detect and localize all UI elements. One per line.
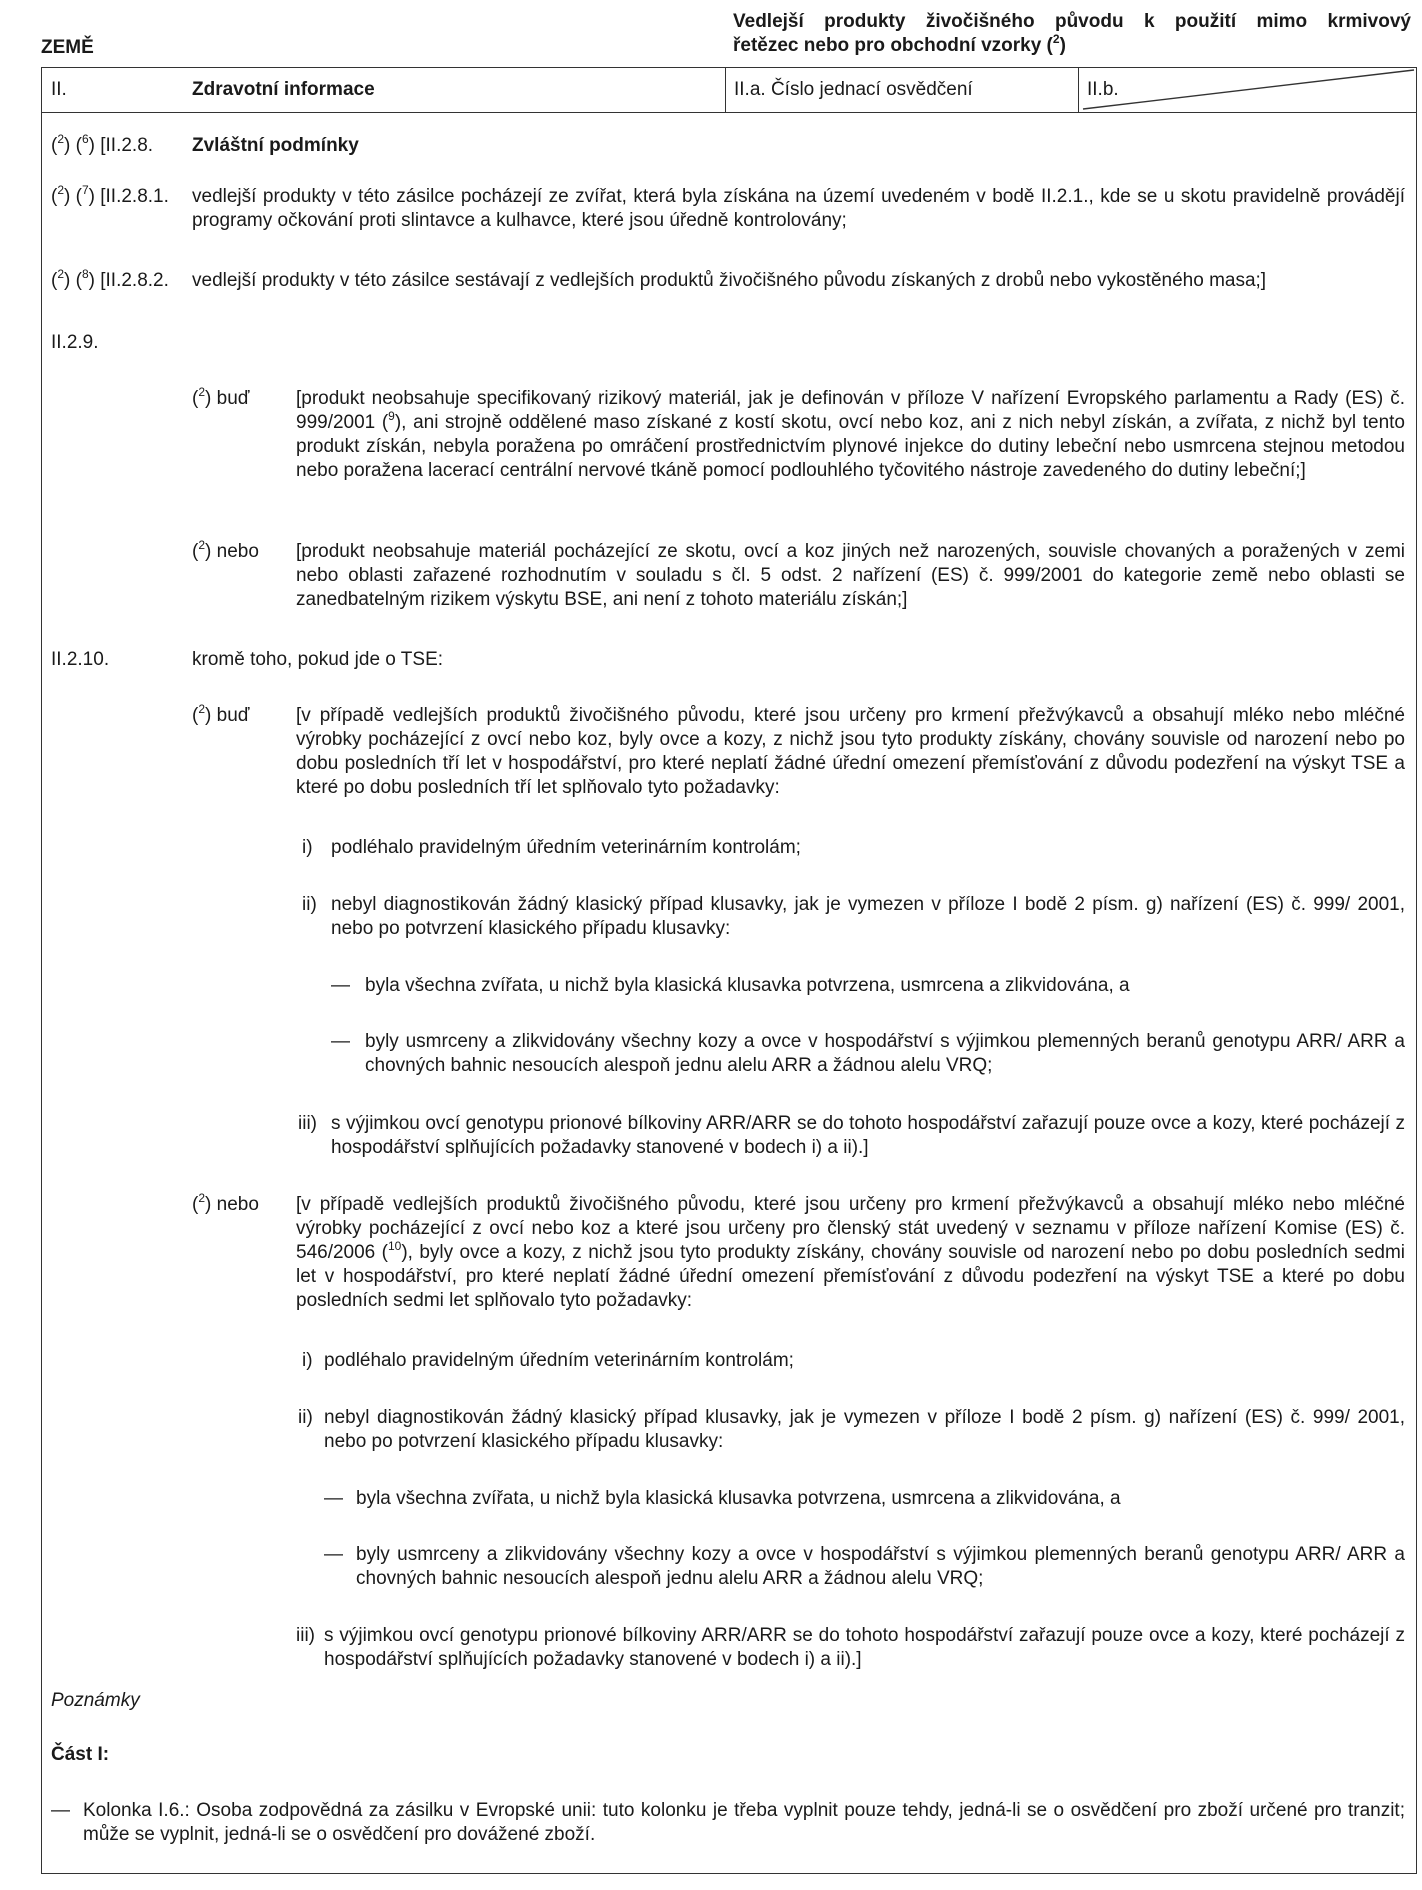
section-2210-option-or: ($^2$) nebo xyxy=(192,1190,259,1215)
section-228-title: Zvláštní podmínky xyxy=(192,135,359,156)
section-229-option-either: ($^2$) buď xyxy=(192,384,250,409)
or-dash-2: — xyxy=(324,1544,343,1565)
section-2282-prefix: ($^2$) ($^8$) [II.2.8.2. xyxy=(51,266,169,291)
notes-dash: — xyxy=(51,1800,70,1821)
notes-title: Poznámky xyxy=(51,1690,140,1711)
notes-item-box-i6: Kolonka I.6.: Osoba zodpovědná za zásilku v Evropské unii: tuto kolonku je třeba vyplnit pouze tehdy, jedná-li se o osvědčení pro zboží určené pro tranzit; může se vyplnit, jedná-li se o osvědčení pro dovážené zboží. xyxy=(83,1800,1405,1845)
either-item-i-num: i) xyxy=(302,837,313,858)
title-footnote: 2 xyxy=(1052,31,1060,46)
section-2281-prefix: ($^2$) ($^7$) [II.2.8.1. xyxy=(51,182,169,207)
section-229-or-text: [produkt neobsahuje materiál pocházející ze skotu, ovcí a koz jiných než narozených, souvisle chovaných a poražených v zemi nebo oblasti zařazené rozhodnutím v souladu s čl. 5 odst. 2 nařízení (ES) č. 999/2001 do kategorie země nebo oblasti se zanedbatelným rizikem výskytu BSE, ani není z tohoto materiálu získán;] xyxy=(296,541,1405,610)
section-229-number: II.2.9. xyxy=(51,332,99,353)
certificate-ref-label: II.a. Číslo jednací osvědčení xyxy=(734,79,973,100)
header-col-divider-1 xyxy=(725,67,726,112)
section-2210-intro: kromě toho, pokud jde o TSE: xyxy=(192,649,444,670)
title-end: ) xyxy=(1059,35,1066,56)
section-229-option-or: ($^2$) nebo xyxy=(192,537,259,562)
section-2282-text: vedlejší produkty v této zásilce sestávají z vedlejších produktů živočišného původu získaných z drobů nebo vykostěného masa;] xyxy=(192,270,1267,291)
either-item-i-text: podléhalo pravidelným úředním veterinárním kontrolám; xyxy=(331,837,801,858)
either-item-iii-num: iii) xyxy=(298,1113,317,1134)
or-item-ii-num: ii) xyxy=(298,1407,313,1428)
either-dash-2-text: byly usmrceny a zlikvidovány všechny kozy a ovce v hospodářství s výjimkou plemenných beranů genotypu ARR/ ARR a chovných bahnic nesoucích alespoň jednu alelu ARR a žádnou alelu VRQ; xyxy=(365,1031,1405,1076)
or-dash-1: — xyxy=(324,1488,343,1509)
title-line-1: Vedlejší produkty živočišného původu k použití mimo krmivový xyxy=(733,11,1411,32)
or-item-iii-text: s výjimkou ovcí genotypu prionové bílkoviny ARR/ARR se do tohoto hospodářství zařazují pouze ovce a kozy, které pocházejí z hospodářství splňujících požadavky stanovené v bodech i) a ii).] xyxy=(324,1625,1405,1670)
or-item-i-num: i) xyxy=(302,1350,313,1371)
country-label: ZEMĚ xyxy=(41,37,94,58)
section-2210-either-text: [v případě vedlejších produktů živočišného původu, které jsou určeny pro krmení přežvýkavců a obsahují mléko nebo mléčné výrobky pocházející z ovcí nebo koz, byly ovce a kozy, z nichž jsou tyto produkty získány, chovány souvisle od narození nebo po dobu posledních tří let v hospodářství, pro které neplatí žádné úřední omezení přemísťování z důvodu podezření na výskyt TSE a které po dobu posledních tří let splňovalo tyto požadavky: xyxy=(296,705,1405,798)
either-item-ii-num: ii) xyxy=(302,894,317,915)
iib-label: II.b. xyxy=(1087,79,1119,100)
either-dash-1: — xyxy=(331,975,350,996)
either-item-iii-text: s výjimkou ovcí genotypu prionové bílkoviny ARR/ARR se do tohoto hospodářství zařazují pouze ovce a kozy, které pocházejí z hospodářství splňujících požadavky stanovené v bodech i) a ii).] xyxy=(331,1113,1405,1158)
section-2281-text: vedlejší produkty v této zásilce pocházejí ze zvířat, která byla získána na území uvedeném v bodě II.2.1., kde se u skotu pravidelně provádějí programy očkování proti slintavce a kulhavce, které jsou úředně kontrolovány; xyxy=(192,186,1405,231)
header-row-divider xyxy=(41,112,1417,113)
iib-diagonal-line xyxy=(1078,67,1417,112)
either-dash-2: — xyxy=(331,1031,350,1052)
or-item-ii-text: nebyl diagnostikován žádný klasický případ klusavky, jak je vymezen v příloze I bodě 2 písm. g) nařízení (ES) č. 999/ 2001, nebo po potvrzení klasického případu klusavky: xyxy=(324,1407,1405,1452)
certificate-frame xyxy=(41,67,1417,1874)
or-dash-1-text: byla všechna zvířata, u nichž byla klasická klusavka potvrzena, usmrcena a zlikvidována, a xyxy=(356,1488,1121,1509)
section-2210-number: II.2.10. xyxy=(51,649,110,670)
section-228-prefix: ($^2$) ($^6$) [II.2.8. xyxy=(51,131,154,156)
part-number: II. xyxy=(51,79,67,100)
either-item-ii-text: nebyl diagnostikován žádný klasický případ klusavky, jak je vymezen v příloze I bodě 2 písm. g) nařízení (ES) č. 999/ 2001, nebo po potvrzení klasického případu klusavky: xyxy=(331,894,1405,939)
or-dash-2-text: byly usmrceny a zlikvidovány všechny kozy a ovce v hospodářství s výjimkou plemenných beranů genotypu ARR/ ARR a chovných bahnic nesoucích alespoň jednu alelu ARR a žádnou alelu VRQ; xyxy=(356,1544,1405,1589)
section-229-either-text: [produkt neobsahuje specifikovaný rizikový materiál, jak je definován v příloze V nařízení Evropského parlamentu a Rady (ES) č. 999/2001 ($^9$), ani strojně oddělené maso získané z kostí skotu, ovcí nebo koz, ani z nich nebyl získán, a zvířata, z nichž byl tento produkt získán, nebyla poražena po omráčení prostřednictvím plynové injekce do dutiny lebeční nebo usmrcena stejnou metodou nebo poražena lacerací centrální nervové tkáně pomocí podlouhlého tyčovitého nástroje zavedeného do dutiny lebeční;] xyxy=(296,388,1405,481)
section-2210-or-text: [v případě vedlejších produktů živočišného původu, které jsou určeny pro krmení přežvýkavců a obsahují mléko nebo mléčné výrobky pocházející z ovcí nebo koz a které jsou určeny pro členský stát uvedený v seznamu v příloze nařízení Komise (ES) č. 546/2006 ($^{10}$), byly ovce a kozy, z nichž jsou tyto produkty získány, chovány souvisle od narození nebo po dobu posledních sedmi let v hospodářství, pro které neplatí žádné úřední omezení přemísťování z důvodu podezření na výskyt TSE a které po dobu posledních sedmi let splňovalo tyto požadavky: xyxy=(296,1194,1405,1311)
section-2210-option-either: ($^2$) buď xyxy=(192,701,250,726)
title-line-2: řetězec nebo pro obchodní vzorky ( xyxy=(733,35,1053,56)
notes-part-heading: Část I: xyxy=(51,1744,110,1765)
either-dash-1-text: byla všechna zvířata, u nichž byla klasická klusavka potvrzena, usmrcena a zlikvidována, a xyxy=(365,975,1130,996)
part-title: Zdravotní informace xyxy=(192,79,375,100)
or-item-i-text: podléhalo pravidelným úředním veterinárním kontrolám; xyxy=(324,1350,794,1371)
document-title xyxy=(733,10,1411,58)
or-item-iii-num: iii) xyxy=(296,1625,315,1646)
